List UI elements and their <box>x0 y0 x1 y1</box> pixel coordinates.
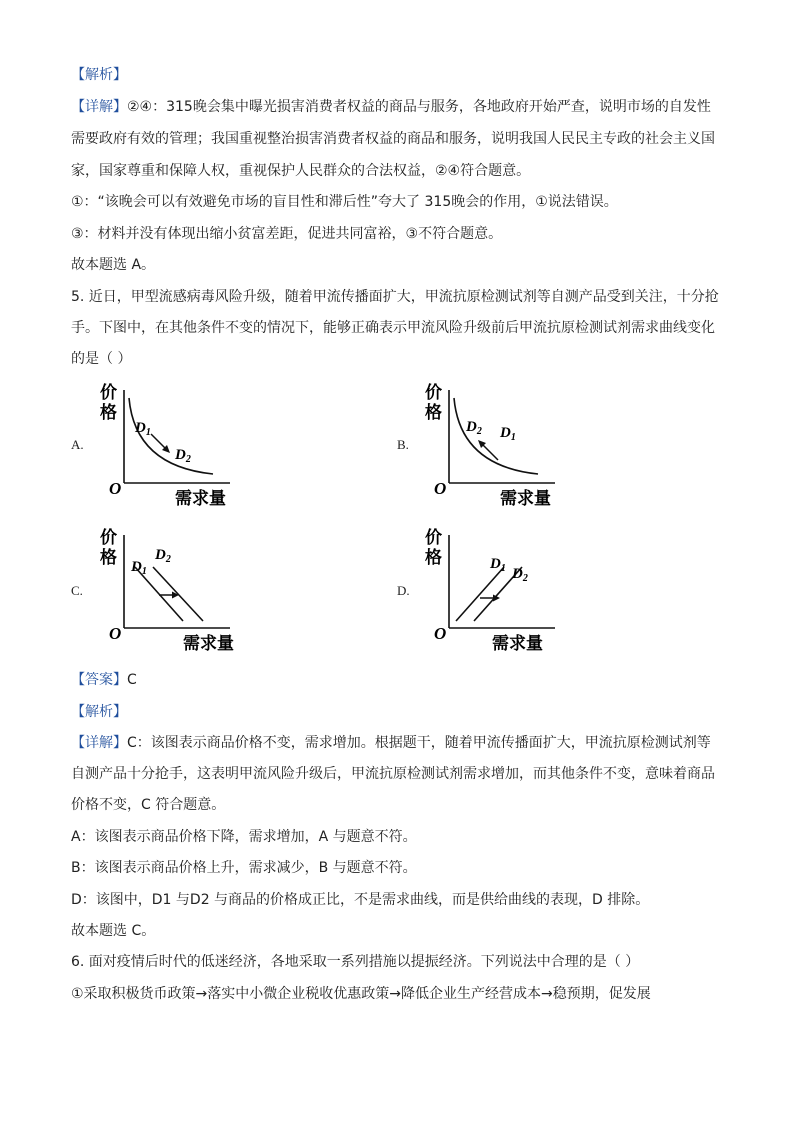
price-label-char-2: 格 <box>425 403 442 422</box>
demand-curve <box>129 398 213 474</box>
q5-chart-d <box>420 525 585 660</box>
q4-detail-text-1: ②④：315晚会集中曝光损害消费者权益的商品与服务，各地政府开始严查，说明市场的自发性 <box>127 99 711 115</box>
q4-detail-label: 【详解】 <box>71 99 127 115</box>
curve-label-d2: $D_2$ <box>466 419 482 437</box>
q5-analysis-heading: 【解析】 <box>71 704 127 720</box>
q5-option-b-label: B. <box>397 437 409 452</box>
q5-option-c-label: C. <box>71 583 83 598</box>
arrow-head <box>172 592 179 599</box>
curve-label-d2: $D_2$ <box>175 447 191 465</box>
price-label-char-2: 格 <box>100 403 117 422</box>
quantity-label: 需求量 <box>183 634 234 653</box>
q5-stem-line-1: 5. 近日，甲型流感病毒风险升级，随着甲流传播面扩大，甲流抗原检测试剂等自测产品受到关注，十分抢 <box>71 289 719 305</box>
origin-label: O <box>434 624 447 643</box>
q5-option-d-label: D. <box>397 583 410 598</box>
q5-detail-line-2: 自测产品十分抢手，这表明甲流风险升级后，甲流抗原检测试剂需求增加，而其他条件不变，意味着商品 <box>71 766 715 782</box>
q4-analysis-heading: 【解析】 <box>71 67 127 83</box>
q5-detail-line-3: 价格不变，C 符合题意。 <box>71 797 226 813</box>
q6-stem: 6. 面对疫情后时代的低迷经济，各地采取一系列措施以提振经济。下列说法中合理的是（ ） <box>71 954 640 970</box>
price-label-char-1: 价 <box>100 383 117 402</box>
q5-stem-line-3: 的是（ ） <box>71 351 132 367</box>
curve-label-d2: $D_2$ <box>155 547 171 565</box>
quantity-label: 需求量 <box>500 489 551 508</box>
demand-curve <box>454 398 538 474</box>
q5-chart-c <box>95 525 260 660</box>
q5-answer-line <box>71 670 137 690</box>
quantity-label: 需求量 <box>175 489 226 508</box>
curve-label-d1: $D_1$ <box>135 420 151 438</box>
price-label-char-2: 格 <box>425 548 442 567</box>
quantity-label: 需求量 <box>492 634 543 653</box>
q4-option-3-analysis: ③：材料并没有体现出缩小贫富差距，促进共同富裕，③不符合题意。 <box>71 226 503 242</box>
curve-label-d2: $D_2$ <box>512 566 528 584</box>
q5-answer-value: C <box>127 672 137 688</box>
q4-option-1-analysis: ①：“该晚会可以有效避免市场的盲目性和滞后性”夸大了 315晚会的作用，①说法错误。 <box>71 194 618 210</box>
q5-conclusion: 故本题选 C。 <box>71 923 156 939</box>
q4-detail-line-1 <box>71 97 711 117</box>
origin-label: O <box>109 624 122 643</box>
price-label-char-2: 格 <box>100 548 117 567</box>
q4-detail-line-2: 需要政府有效的管理；我国重视整治损害消费者权益的商品和服务，说明我国人民民主专政的社会主义国 <box>71 131 715 147</box>
origin-label: O <box>109 479 122 498</box>
q5-answer-label: 【答案】 <box>71 672 127 688</box>
q5-option-a-label: A. <box>71 437 84 452</box>
demand-curve-d2 <box>153 567 203 621</box>
origin-label: O <box>434 479 447 498</box>
shift-arrow <box>481 443 498 460</box>
q5-detail-label: 【详解】 <box>71 735 127 751</box>
q5-detail-line-1 <box>71 733 711 753</box>
price-label-char-1: 价 <box>425 528 442 547</box>
q5-option-d-analysis: D：该图中，D1 与D2 与商品的价格成正比，不是需求曲线，而是供给曲线的表现，D 排除。 <box>71 892 650 908</box>
q5-detail-text-1: C：该图表示商品价格不变，需求增加。根据题干，随着甲流传播面扩大，甲流抗原检测试剂等 <box>127 735 711 751</box>
q6-item-1: ①采取积极货币政策→落实中小微企业税收优惠政策→降低企业生产经营成本→稳预期，促发展 <box>71 986 651 1002</box>
q5-chart-b <box>420 380 585 515</box>
q5-chart-a <box>95 380 260 515</box>
supply-curve-d1 <box>456 567 504 621</box>
curve-label-d1: $D_1$ <box>490 556 506 574</box>
q5-stem-line-2: 手。下图中，在其他条件不变的情况下，能够正确表示甲流风险升级前后甲流抗原检测试剂需求曲线变化 <box>71 320 715 336</box>
price-label-char-1: 价 <box>100 528 117 547</box>
price-label-char-1: 价 <box>425 383 442 402</box>
curve-label-d1: $D_1$ <box>131 559 147 577</box>
q4-detail-line-3: 家，国家尊重和保障人权，重视保护人民群众的合法权益，②④符合题意。 <box>71 163 531 179</box>
q4-conclusion: 故本题选 A。 <box>71 257 156 273</box>
q5-option-b-analysis: B：该图表示商品价格上升，需求减少，B 与题意不符。 <box>71 860 417 876</box>
q5-option-a-analysis: A：该图表示商品价格下降，需求增加，A 与题意不符。 <box>71 829 417 845</box>
curve-label-d1: $D_1$ <box>500 425 516 443</box>
